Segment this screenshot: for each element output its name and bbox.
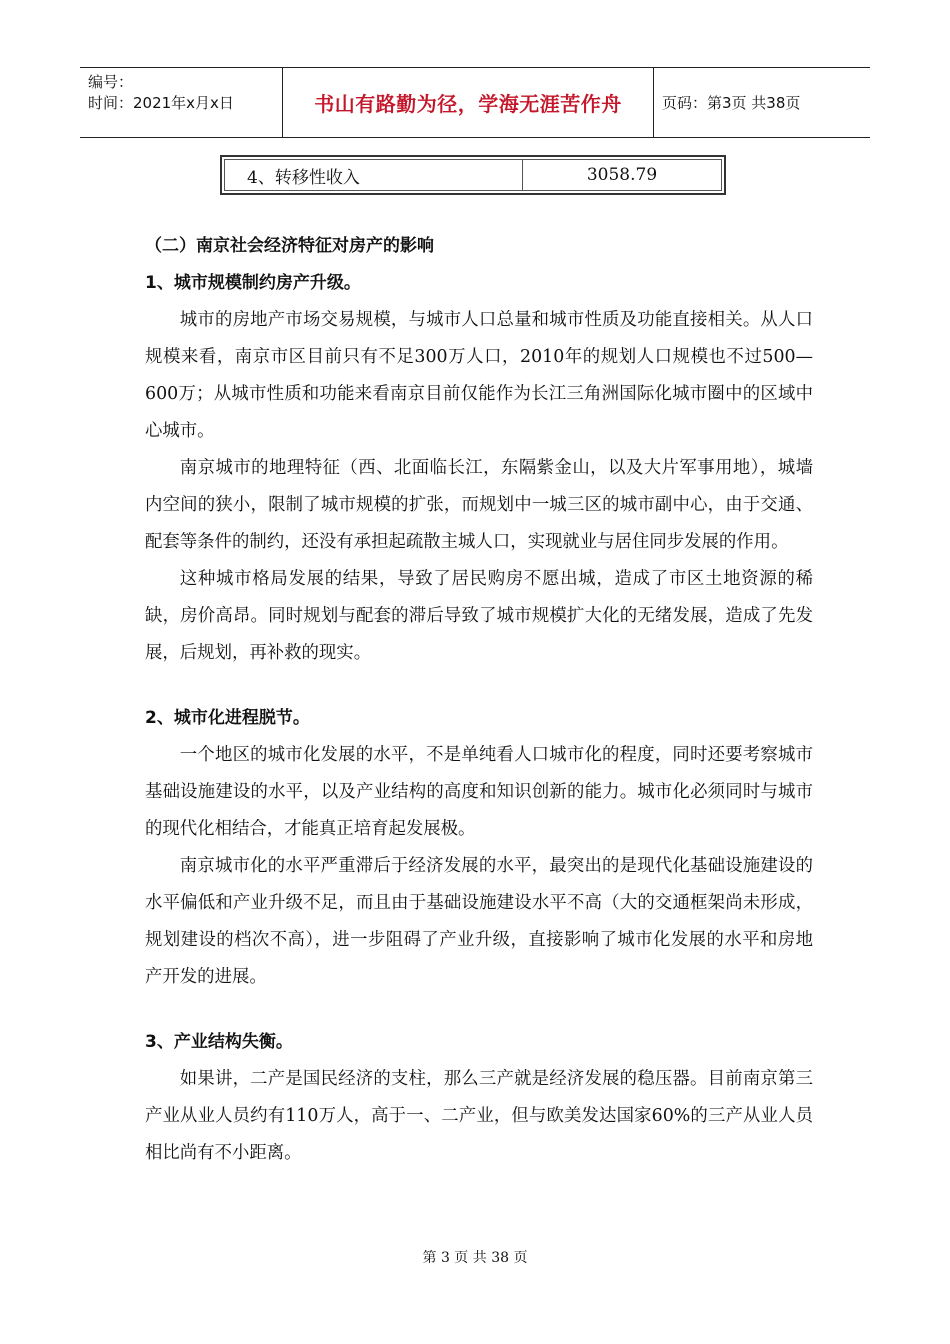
paragraph: 这种城市格局发展的结果，导致了居民购房不愿出城，造成了市区土地资源的稀缺，房价高昂。同时规划与配套的滞后导致了城市规模扩大化的无绪发展，造成了先发展，后规划，再补救的现实。 xyxy=(145,569,813,663)
paragraph: 南京城市化的水平严重滞后于经济发展的水平，最突出的是现代化基础设施建设的水平偏低和产业升级不足，而且由于基础设施建设水平不高（大的交通框架尚未形成，规划建设的档次不高），进一步阻碍了产业升级，直接影响了城市化发展的水平和房地产开发的进展。 xyxy=(145,856,813,987)
subsection-heading-2: 2、城市化进程脱节。 xyxy=(145,708,310,728)
page-footer xyxy=(0,1247,950,1267)
table-row xyxy=(224,159,722,191)
table-cell-label: 4、转移性收入 xyxy=(225,160,523,190)
spacer xyxy=(145,996,813,1024)
paragraph: 如果讲，二产是国民经济的支柱，那么三产就是经济发展的稳压器。目前南京第三产业从业人员约有110万人，高于一、二产业，但与欧美发达国家60%的三产从业人员相比尚有不小距离。 xyxy=(145,1069,813,1163)
section-title: （二）南京社会经济特征对房产的影响 xyxy=(145,236,434,256)
header-meta xyxy=(80,68,282,137)
paragraph: 南京城市的地理特征（西、北面临长江，东隔紫金山，以及大片军事用地），城墙内空间的狭小，限制了城市规模的扩张，而规划中一城三区的城市副中心，由于交通、配套等条件的制约，还没有承担起疏散主城人口，实现就业与居住同步发展的作用。 xyxy=(145,458,813,552)
header-date-label: 时间：2021年x月x日 xyxy=(88,94,234,112)
table-cell-value: 3058.79 xyxy=(586,165,658,185)
subsection-heading-1: 1、城市规模制约房产升级。 xyxy=(145,273,361,293)
paragraph: 城市的房地产市场交易规模，与城市人口总量和城市性质及功能直接相关。从人口规模来看，南京市区目前只有不足300万人口，2010年的规划人口规模也不过500—600万；从城市性质和功能来看南京目前仅能作为长江三角洲国际化城市圈中的区域中心城市。 xyxy=(145,310,813,441)
header-motto: 书山有路勤为径，学海无涯苦作舟 xyxy=(314,92,622,116)
page-header xyxy=(80,67,870,138)
paragraph: 一个地区的城市化发展的水平，不是单纯看人口城市化的程度，同时还要考察城市基础设施建设的水平，以及产业结构的高度和知识创新的能力。城市化必须同时与城市的现代化相结合，才能真正培育起发展极。 xyxy=(145,745,813,839)
header-motto-cell xyxy=(282,68,654,137)
header-page-cell xyxy=(654,68,870,137)
income-table xyxy=(220,155,726,195)
page-footer-text: 第 3 页 共 38 页 xyxy=(422,1250,528,1266)
spacer xyxy=(145,672,813,700)
header-number-label: 编号： xyxy=(88,73,134,91)
subsection-heading-3: 3、产业结构失衡。 xyxy=(145,1032,293,1052)
document-body xyxy=(145,228,813,1172)
header-page-label: 页码：第3页 共38页 xyxy=(662,94,801,112)
